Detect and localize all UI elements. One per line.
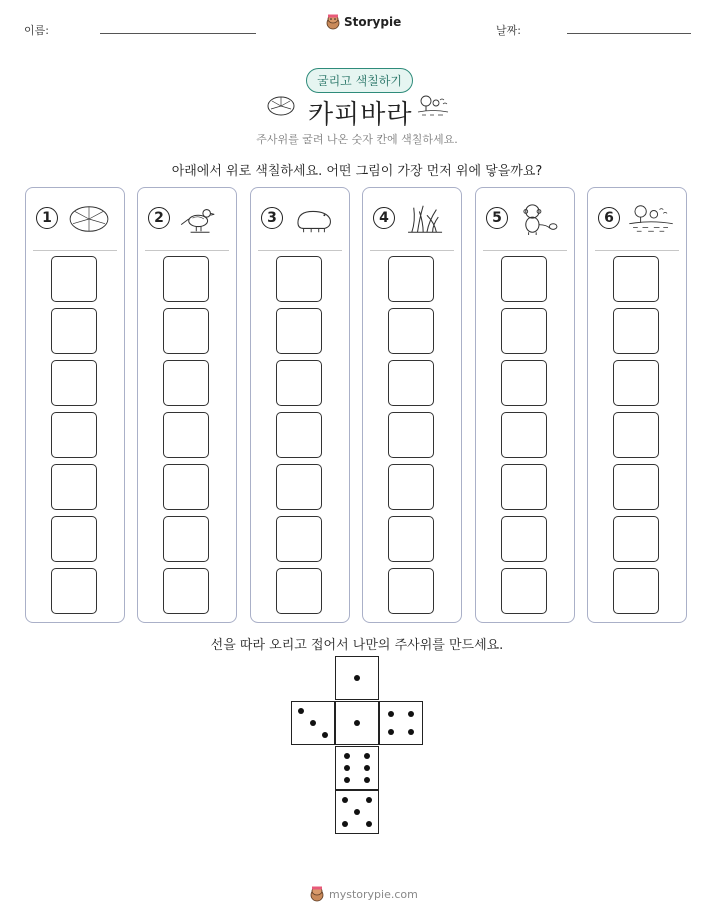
column-number: 3	[261, 207, 283, 229]
dice-pip	[322, 732, 328, 738]
column-1	[25, 187, 125, 623]
dice-pip	[310, 720, 316, 726]
capybara-icon	[289, 202, 339, 236]
lily-pad-icon	[64, 202, 114, 236]
dice-pip	[364, 777, 370, 783]
color-cell[interactable]	[501, 308, 547, 354]
color-cell[interactable]	[276, 464, 322, 510]
color-cell[interactable]	[613, 360, 659, 406]
color-cell[interactable]	[163, 308, 209, 354]
color-cell[interactable]	[388, 308, 434, 354]
color-cell[interactable]	[501, 516, 547, 562]
color-cell[interactable]	[51, 412, 97, 458]
color-cell[interactable]	[388, 516, 434, 562]
column-4	[362, 187, 462, 623]
column-3	[250, 187, 350, 623]
name-label: 이름:	[24, 24, 49, 37]
color-cell[interactable]	[276, 308, 322, 354]
subtitle: 주사위를 굴려 나온 숫자 칸에 색칠하세요.	[256, 133, 458, 146]
color-cell[interactable]	[501, 464, 547, 510]
landscape-icon	[416, 94, 450, 118]
name-line[interactable]	[100, 33, 256, 34]
dice-pip	[354, 809, 360, 815]
column-divider	[258, 250, 342, 251]
color-cell[interactable]	[51, 256, 97, 302]
color-cell[interactable]	[501, 412, 547, 458]
column-number: 1	[36, 207, 58, 229]
lily-pad-icon	[266, 95, 296, 117]
color-cell[interactable]	[163, 256, 209, 302]
color-cell[interactable]	[501, 568, 547, 614]
dice-instruction: 선을 따라 오리고 접어서 나만의 주사위를 만드세요.	[210, 638, 504, 653]
color-cell[interactable]	[276, 256, 322, 302]
dice-pip	[366, 797, 372, 803]
footer-url[interactable]: mystorypie.com	[329, 887, 418, 901]
color-cell[interactable]	[388, 464, 434, 510]
column-number: 5	[486, 207, 508, 229]
dice-face-3	[291, 701, 335, 745]
color-cell[interactable]	[613, 516, 659, 562]
column-divider	[595, 250, 679, 251]
color-cell[interactable]	[276, 412, 322, 458]
dice-face-1	[335, 656, 379, 700]
color-cell[interactable]	[163, 464, 209, 510]
column-number: 2	[148, 207, 170, 229]
color-cell[interactable]	[163, 360, 209, 406]
color-cell[interactable]	[388, 412, 434, 458]
dice-pip	[344, 765, 350, 771]
dice-pip	[298, 708, 304, 714]
color-cell[interactable]	[613, 568, 659, 614]
dice-face-4	[379, 701, 423, 745]
color-cell[interactable]	[163, 412, 209, 458]
dice-face-5	[335, 790, 379, 834]
dice-pip	[366, 821, 372, 827]
footer	[310, 886, 418, 902]
monkey-icon	[514, 202, 564, 236]
activity-badge: 굴리고 색칠하기	[306, 68, 413, 93]
column-divider	[33, 250, 117, 251]
color-cell[interactable]	[51, 464, 97, 510]
dice-pip	[344, 777, 350, 783]
dice-pip	[364, 753, 370, 759]
color-cell[interactable]	[501, 360, 547, 406]
color-cell[interactable]	[51, 516, 97, 562]
instruction-text: 아래에서 위로 색칠하세요. 어떤 그림이 가장 먼저 위에 닿을까요?	[171, 164, 543, 179]
column-divider	[370, 250, 454, 251]
color-cell[interactable]	[388, 256, 434, 302]
dice-pip	[408, 711, 414, 717]
column-number: 6	[598, 207, 620, 229]
column-divider	[483, 250, 567, 251]
dice-pip	[354, 720, 360, 726]
column-divider	[145, 250, 229, 251]
dice-pip	[408, 729, 414, 735]
grass-icon	[401, 202, 451, 236]
color-cell[interactable]	[613, 256, 659, 302]
dice-pip	[342, 821, 348, 827]
dice-pip	[354, 675, 360, 681]
color-cell[interactable]	[613, 412, 659, 458]
color-cell[interactable]	[51, 308, 97, 354]
capybara-logo-icon	[310, 886, 324, 902]
column-number: 4	[373, 207, 395, 229]
date-line[interactable]	[567, 33, 691, 34]
dice-pip	[388, 729, 394, 735]
color-cell[interactable]	[276, 516, 322, 562]
dice-pip	[364, 765, 370, 771]
color-cell[interactable]	[388, 360, 434, 406]
dice-pip	[342, 797, 348, 803]
brand-name: Storypie	[344, 15, 402, 29]
color-cell[interactable]	[163, 568, 209, 614]
column-2	[137, 187, 237, 623]
dice-face-1	[335, 701, 379, 745]
brand-logo	[326, 14, 401, 30]
color-cell[interactable]	[51, 568, 97, 614]
dice-face-6	[335, 746, 379, 790]
bird-icon	[176, 202, 226, 236]
color-cell[interactable]	[163, 516, 209, 562]
column-5	[475, 187, 575, 623]
landscape-icon	[626, 202, 676, 236]
dice-pip	[388, 711, 394, 717]
color-cell[interactable]	[276, 568, 322, 614]
color-cell[interactable]	[613, 308, 659, 354]
color-cell[interactable]	[388, 568, 434, 614]
date-label: 날짜:	[496, 24, 521, 37]
column-6	[587, 187, 687, 623]
color-cell[interactable]	[276, 360, 322, 406]
capybara-logo-icon	[326, 14, 340, 30]
color-cell[interactable]	[51, 360, 97, 406]
dice-pip	[344, 753, 350, 759]
color-cell[interactable]	[501, 256, 547, 302]
color-cell[interactable]	[613, 464, 659, 510]
page-title: 카피바라	[308, 100, 413, 130]
